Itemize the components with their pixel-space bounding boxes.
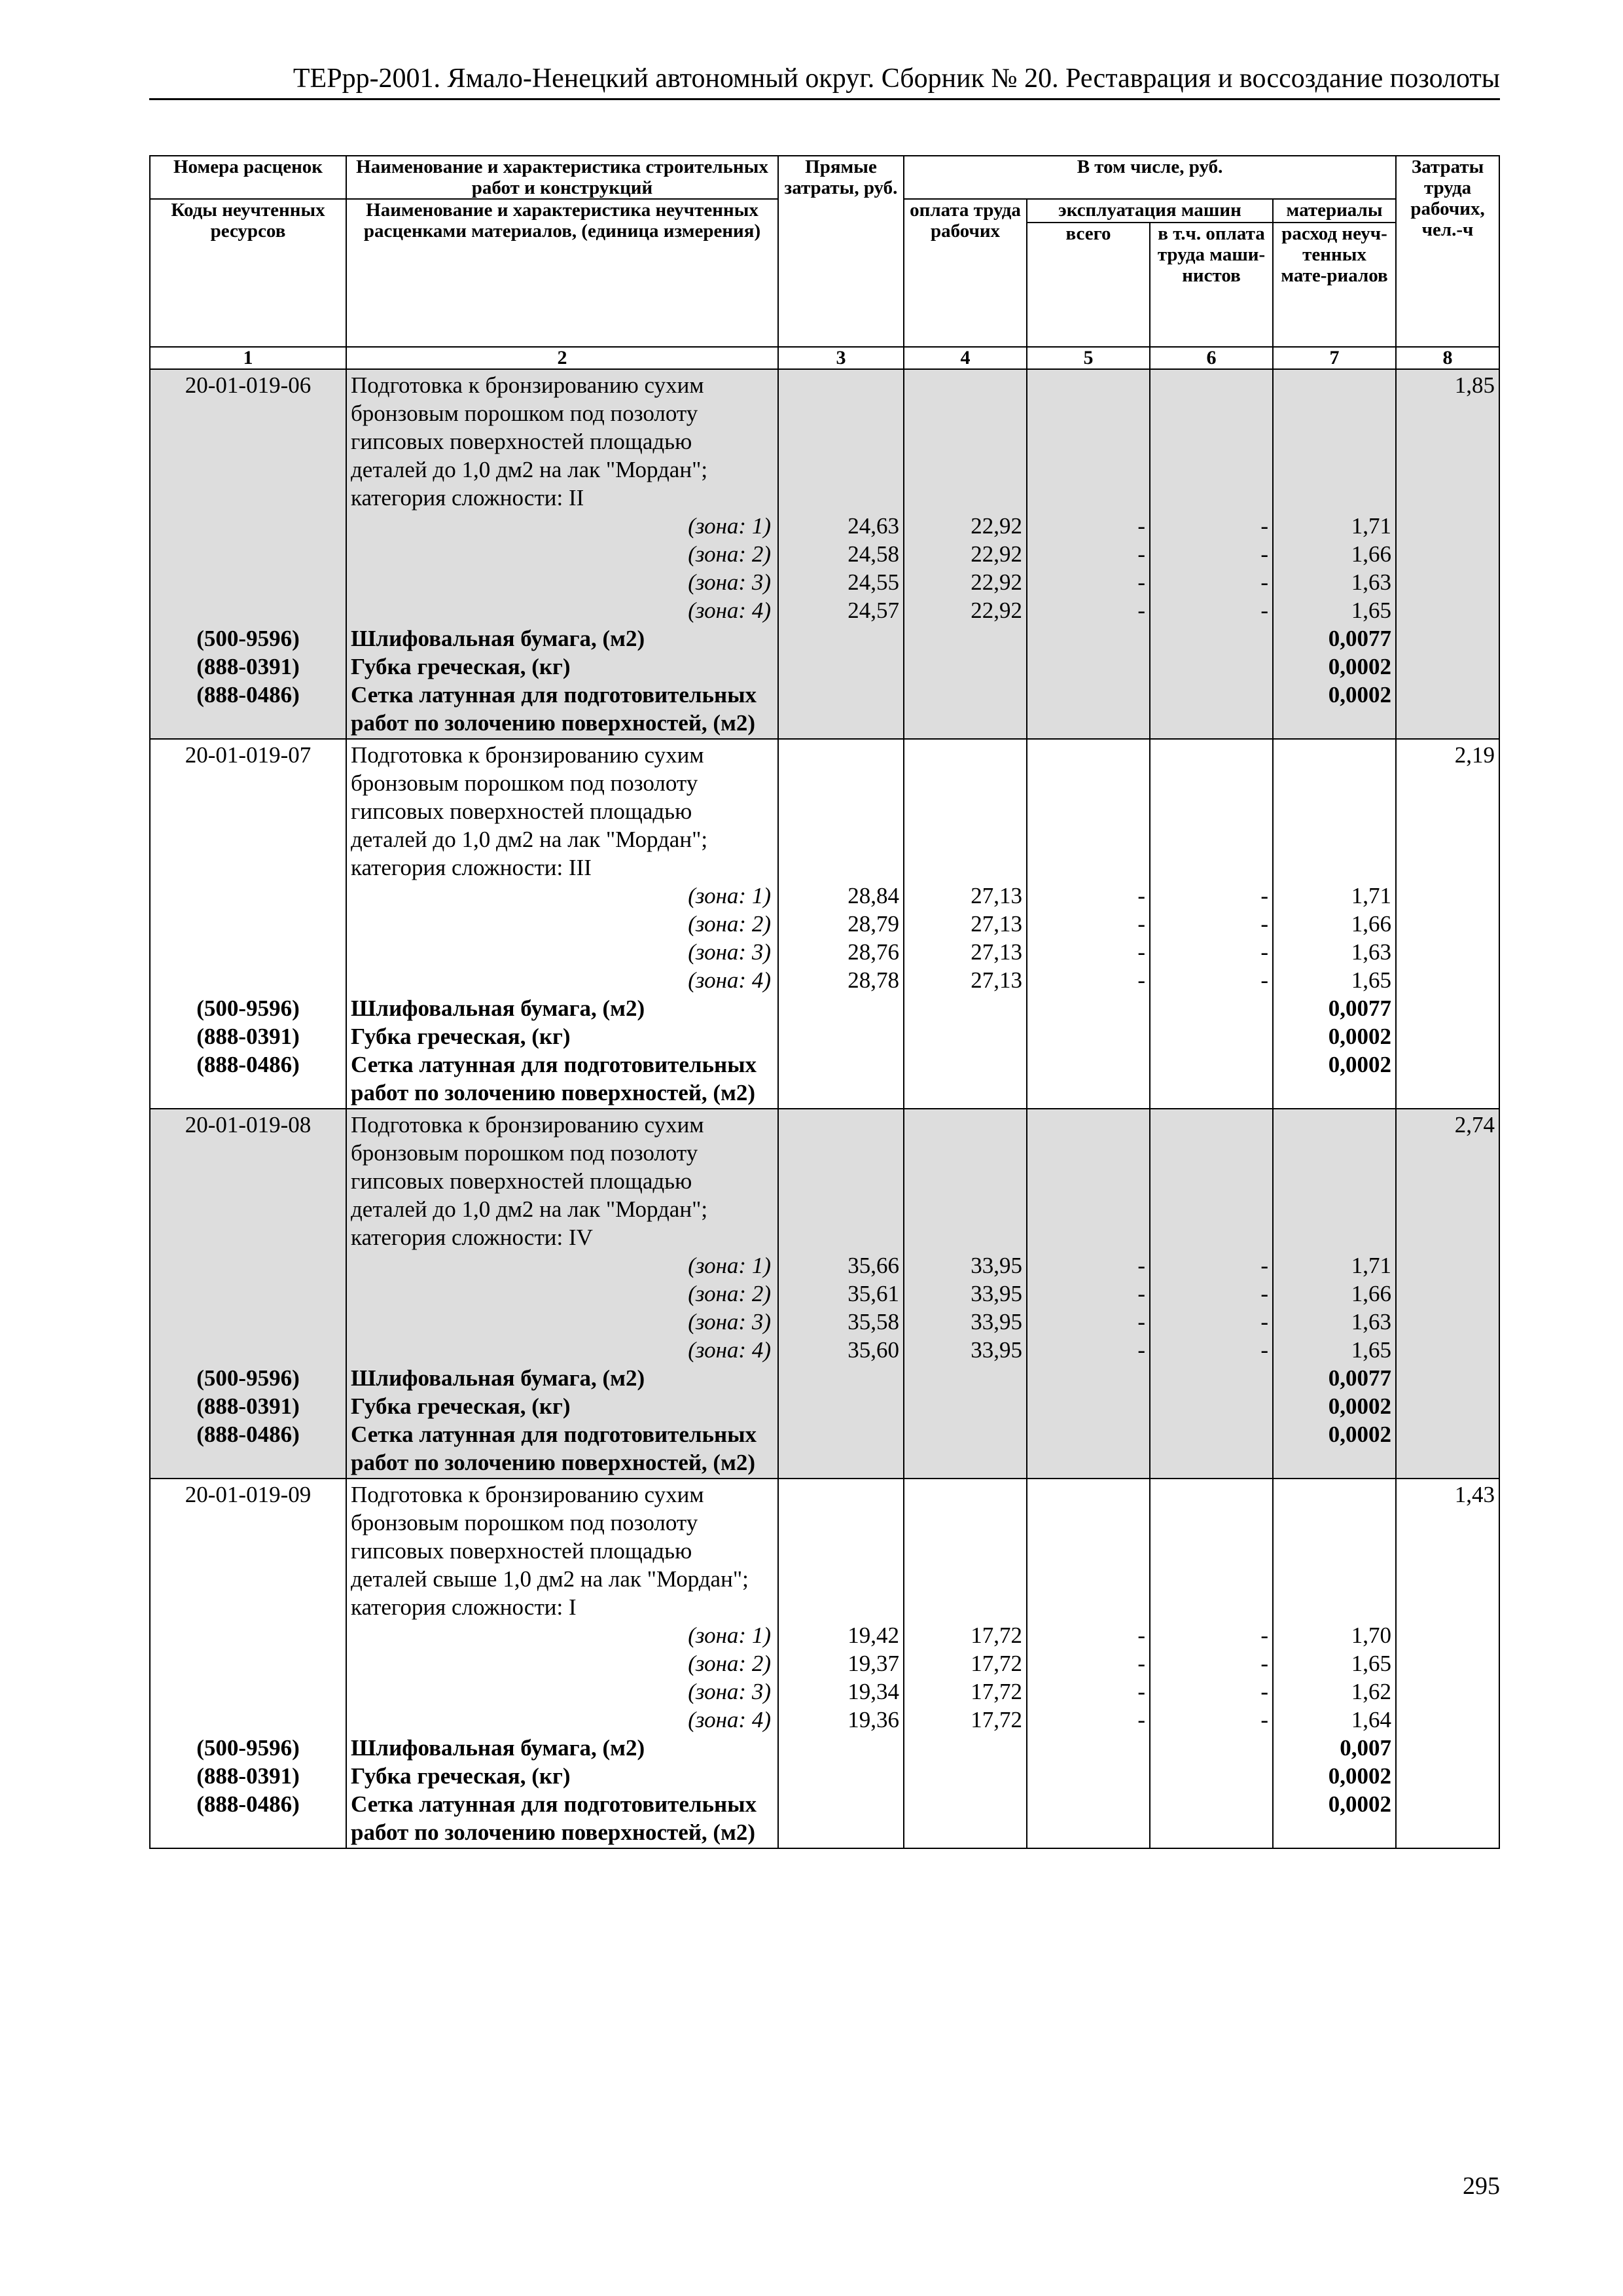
resource-code: (888-0391)	[196, 654, 300, 679]
rates-table	[149, 155, 1500, 1849]
resource-name: Шлифовальная бумага, (м2)	[351, 996, 645, 1021]
resource-consumption: 0,0002	[1328, 682, 1392, 708]
machinists-pay-value: -	[1260, 513, 1268, 539]
zone-label: (зона: 4)	[688, 598, 771, 623]
materials-value: 1,71	[1351, 883, 1392, 908]
resource-consumption: 0,0002	[1328, 1052, 1392, 1077]
rate-code: 20-01-019-06	[185, 372, 312, 398]
resource-code: (888-0486)	[196, 1791, 300, 1817]
labor-pay-cell	[904, 369, 1027, 739]
materials-value: 1,65	[1351, 1651, 1392, 1676]
zone-label: (зона: 1)	[688, 883, 771, 908]
header-rate-numbers: Номера расценок	[150, 156, 346, 199]
machines-total-value: -	[1137, 1253, 1145, 1278]
resource-name: Губка греческая, (кг)	[351, 1393, 571, 1419]
labor-pay-value: 17,72	[971, 1623, 1022, 1648]
column-number: 8	[1396, 347, 1499, 369]
materials-value: 1,65	[1351, 598, 1392, 623]
zone-label: (зона: 4)	[688, 1337, 771, 1363]
labor-cost-value: 1,85	[1396, 369, 1499, 739]
zone-label: (зона: 3)	[688, 569, 771, 595]
direct-cost-value: 35,60	[847, 1337, 899, 1363]
rate-item	[150, 369, 1499, 739]
machines-total-value: -	[1137, 1309, 1145, 1335]
page-header	[149, 56, 1500, 100]
resource-code: (888-0391)	[196, 1024, 300, 1049]
description-cell	[346, 1109, 778, 1479]
machinists-pay-value: -	[1260, 541, 1268, 567]
direct-cost-value: 35,66	[847, 1253, 899, 1278]
direct-cost-value: 19,42	[847, 1623, 899, 1648]
machinists-pay-value: -	[1260, 598, 1268, 623]
rate-item	[150, 1479, 1499, 1848]
page-title: ТЕРрр-2001. Ямало-Ненецкий автономный округ. Сборник № 20. Реставрация и воссоздание позолоты	[293, 63, 1500, 94]
labor-cost-value: 1,43	[1396, 1479, 1499, 1848]
resource-name: Сетка латунная для подготовительных работ по золочению поверхностей, (м2)	[351, 1791, 757, 1845]
zone-label: (зона: 4)	[688, 967, 771, 993]
rate-item	[150, 739, 1499, 1109]
machinists-pay-cell	[1150, 739, 1273, 1109]
zone-label: (зона: 4)	[688, 1707, 771, 1732]
resource-name: Шлифовальная бумага, (м2)	[351, 1365, 645, 1391]
header-machinists-pay: в т.ч. оплата труда маши-нистов	[1150, 223, 1273, 347]
materials-cell	[1273, 1479, 1396, 1848]
header-machines-total: всего	[1027, 223, 1150, 347]
materials-value: 1,66	[1351, 911, 1392, 937]
machinists-pay-value: -	[1260, 1309, 1268, 1335]
work-description: Подготовка к бронзированию сухим бронзовым порошком под позолоту гипсовых поверхностей площадью деталей до 1,0 дм2 на лак "Мордан"; категория сложности: III	[351, 742, 708, 880]
machinists-pay-value: -	[1260, 1623, 1268, 1648]
machines-total-value: -	[1137, 541, 1145, 567]
machinists-pay-value: -	[1260, 1281, 1268, 1306]
machinists-pay-value: -	[1260, 1707, 1268, 1732]
resource-code: (888-0391)	[196, 1763, 300, 1789]
zone-label: (зона: 1)	[688, 513, 771, 539]
direct-cost-value: 19,34	[847, 1679, 899, 1704]
materials-value: 1,62	[1351, 1679, 1392, 1704]
machinists-pay-value: -	[1260, 1651, 1268, 1676]
machinists-pay-value: -	[1260, 911, 1268, 937]
column-numbers-row	[150, 347, 1499, 369]
resource-code: (888-0486)	[196, 1422, 300, 1447]
resource-code: (888-0391)	[196, 1393, 300, 1419]
labor-pay-value: 27,13	[971, 883, 1022, 908]
labor-pay-cell	[904, 739, 1027, 1109]
machinists-pay-value: -	[1260, 1253, 1268, 1278]
resource-code: (888-0486)	[196, 682, 300, 708]
labor-pay-cell	[904, 1109, 1027, 1479]
column-number: 4	[904, 347, 1027, 369]
resource-consumption: 0,0002	[1328, 1763, 1392, 1789]
rate-code: 20-01-019-08	[185, 1112, 312, 1138]
column-number: 5	[1027, 347, 1150, 369]
resource-code: (500-9596)	[196, 996, 300, 1021]
materials-value: 1,65	[1351, 1337, 1392, 1363]
zone-label: (зона: 2)	[688, 541, 771, 567]
direct-cost-value: 35,58	[847, 1309, 899, 1335]
materials-value: 1,63	[1351, 569, 1392, 595]
direct-cost-value: 24,58	[847, 541, 899, 567]
machines-total-value: -	[1137, 1623, 1145, 1648]
labor-pay-value: 17,72	[971, 1679, 1022, 1704]
resource-code: (500-9596)	[196, 1365, 300, 1391]
rate-code-cell	[150, 1479, 346, 1848]
machines-total-value: -	[1137, 1679, 1145, 1704]
labor-pay-value: 17,72	[971, 1707, 1022, 1732]
materials-cell	[1273, 369, 1396, 739]
materials-value: 1,66	[1351, 541, 1392, 567]
labor-pay-value: 22,92	[971, 598, 1022, 623]
resource-consumption: 0,0002	[1328, 1393, 1392, 1419]
machinists-pay-value: -	[1260, 1337, 1268, 1363]
machines-total-value: -	[1137, 598, 1145, 623]
machines-total-value: -	[1137, 883, 1145, 908]
materials-value: 1,65	[1351, 967, 1392, 993]
header-material-name: Наименование и характеристика неучтенных расценками материалов, (единица измерения)	[346, 199, 778, 347]
labor-pay-value: 27,13	[971, 939, 1022, 965]
direct-cost-value: 19,37	[847, 1651, 899, 1676]
header-materials: материалы	[1273, 199, 1396, 223]
direct-cost-value: 28,79	[847, 911, 899, 937]
column-number: 6	[1150, 347, 1273, 369]
machines-total-value: -	[1137, 1651, 1145, 1676]
machines-total-cell	[1027, 369, 1150, 739]
materials-value: 1,64	[1351, 1707, 1392, 1732]
rate-code: 20-01-019-07	[185, 742, 312, 768]
labor-pay-value: 22,92	[971, 569, 1022, 595]
materials-cell	[1273, 739, 1396, 1109]
direct-costs-cell	[778, 1109, 904, 1479]
direct-cost-value: 28,76	[847, 939, 899, 965]
zone-label: (зона: 1)	[688, 1253, 771, 1278]
resource-name: Шлифовальная бумага, (м2)	[351, 1735, 645, 1761]
materials-value: 1,70	[1351, 1623, 1392, 1648]
direct-costs-cell	[778, 739, 904, 1109]
direct-cost-value: 28,78	[847, 967, 899, 993]
header-labor-pay: оплата труда рабочих	[904, 199, 1027, 347]
machinists-pay-value: -	[1260, 569, 1268, 595]
work-description: Подготовка к бронзированию сухим бронзовым порошком под позолоту гипсовых поверхностей площадью деталей до 1,0 дм2 на лак "Мордан"; категория сложности: II	[351, 372, 708, 511]
table-header	[150, 156, 1499, 369]
column-number: 2	[346, 347, 778, 369]
machines-total-value: -	[1137, 1337, 1145, 1363]
machinists-pay-cell	[1150, 369, 1273, 739]
description-cell	[346, 739, 778, 1109]
resource-consumption: 0,0002	[1328, 1024, 1392, 1049]
header-labor-cost: Затраты труда рабочих, чел.-ч	[1396, 156, 1499, 347]
materials-value: 1,71	[1351, 1253, 1392, 1278]
materials-value: 1,63	[1351, 1309, 1392, 1335]
resource-name: Сетка латунная для подготовительных работ по золочению поверхностей, (м2)	[351, 1422, 757, 1475]
machines-total-cell	[1027, 1109, 1150, 1479]
machines-total-value: -	[1137, 1281, 1145, 1306]
labor-pay-value: 33,95	[971, 1337, 1022, 1363]
description-cell	[346, 1479, 778, 1848]
direct-cost-value: 35,61	[847, 1281, 899, 1306]
page-number: 295	[1463, 2172, 1500, 2200]
labor-pay-value: 17,72	[971, 1651, 1022, 1676]
labor-pay-value: 22,92	[971, 541, 1022, 567]
work-description: Подготовка к бронзированию сухим бронзовым порошком под позолоту гипсовых поверхностей площадью деталей до 1,0 дм2 на лак "Мордан"; категория сложности: IV	[351, 1112, 708, 1250]
direct-cost-value: 24,55	[847, 569, 899, 595]
resource-code: (500-9596)	[196, 626, 300, 651]
resource-name: Губка греческая, (кг)	[351, 1024, 571, 1049]
resource-code: (500-9596)	[196, 1735, 300, 1761]
machines-total-value: -	[1137, 1707, 1145, 1732]
direct-cost-value: 24,57	[847, 598, 899, 623]
zone-label: (зона: 2)	[688, 911, 771, 937]
machinists-pay-value: -	[1260, 883, 1268, 908]
resource-consumption: 0,0002	[1328, 654, 1392, 679]
resource-consumption: 0,0002	[1328, 1791, 1392, 1817]
machinists-pay-value: -	[1260, 1679, 1268, 1704]
description-cell	[346, 369, 778, 739]
resource-consumption: 0,0077	[1328, 1365, 1392, 1391]
labor-pay-value: 27,13	[971, 967, 1022, 993]
resource-code: (888-0486)	[196, 1052, 300, 1077]
zone-label: (зона: 2)	[688, 1281, 771, 1306]
resource-name: Сетка латунная для подготовительных работ по золочению поверхностей, (м2)	[351, 682, 757, 736]
column-number: 1	[150, 347, 346, 369]
labor-cost-value: 2,74	[1396, 1109, 1499, 1479]
direct-cost-value: 28,84	[847, 883, 899, 908]
labor-pay-cell	[904, 1479, 1027, 1848]
rate-item	[150, 1109, 1499, 1479]
header-direct-costs: Прямые затраты, руб.	[778, 156, 904, 347]
rate-code: 20-01-019-09	[185, 1482, 312, 1507]
machines-total-value: -	[1137, 939, 1145, 965]
resource-consumption: 0,0077	[1328, 996, 1392, 1021]
labor-pay-value: 22,92	[971, 513, 1022, 539]
zone-label: (зона: 3)	[688, 1679, 771, 1704]
header-work-name: Наименование и характеристика строительных работ и конструкций	[346, 156, 778, 199]
resource-name: Губка греческая, (кг)	[351, 1763, 571, 1789]
direct-costs-cell	[778, 1479, 904, 1848]
machines-total-cell	[1027, 1479, 1150, 1848]
column-number: 7	[1273, 347, 1396, 369]
labor-pay-value: 33,95	[971, 1309, 1022, 1335]
rate-code-cell	[150, 739, 346, 1109]
machines-total-cell	[1027, 739, 1150, 1109]
machinists-pay-cell	[1150, 1109, 1273, 1479]
machines-total-value: -	[1137, 569, 1145, 595]
zone-label: (зона: 2)	[688, 1651, 771, 1676]
materials-value: 1,66	[1351, 1281, 1392, 1306]
labor-cost-value: 2,19	[1396, 739, 1499, 1109]
resource-consumption: 0,0077	[1328, 626, 1392, 651]
resource-name: Губка греческая, (кг)	[351, 654, 571, 679]
materials-value: 1,63	[1351, 939, 1392, 965]
labor-pay-value: 33,95	[971, 1281, 1022, 1306]
labor-pay-value: 33,95	[971, 1253, 1022, 1278]
machines-total-value: -	[1137, 967, 1145, 993]
direct-cost-value: 24,63	[847, 513, 899, 539]
machines-total-value: -	[1137, 513, 1145, 539]
machinists-pay-value: -	[1260, 939, 1268, 965]
resource-consumption: 0,0002	[1328, 1422, 1392, 1447]
zone-label: (зона: 1)	[688, 1623, 771, 1648]
machinists-pay-value: -	[1260, 967, 1268, 993]
resource-name: Сетка латунная для подготовительных работ по золочению поверхностей, (м2)	[351, 1052, 757, 1105]
machinists-pay-cell	[1150, 1479, 1273, 1848]
header-including: В том числе, руб.	[904, 156, 1396, 199]
direct-cost-value: 19,36	[847, 1707, 899, 1732]
zone-label: (зона: 3)	[688, 939, 771, 965]
resource-consumption: 0,007	[1340, 1735, 1392, 1761]
resource-name: Шлифовальная бумага, (м2)	[351, 626, 645, 651]
machines-total-value: -	[1137, 911, 1145, 937]
rate-code-cell	[150, 1109, 346, 1479]
column-number: 3	[778, 347, 904, 369]
header-machines: эксплуатация машин	[1027, 199, 1273, 223]
labor-pay-value: 27,13	[971, 911, 1022, 937]
header-resource-codes: Коды неучтенных ресурсов	[150, 199, 346, 347]
work-description: Подготовка к бронзированию сухим бронзовым порошком под позолоту гипсовых поверхностей площадью деталей свыше 1,0 дм2 на лак "Мордан"; категория сложности: I	[351, 1482, 749, 1620]
rate-code-cell	[150, 369, 346, 739]
materials-value: 1,71	[1351, 513, 1392, 539]
header-materials-consumption: расход неуч-тенных мате-риалов	[1273, 223, 1396, 347]
direct-costs-cell	[778, 369, 904, 739]
materials-cell	[1273, 1109, 1396, 1479]
zone-label: (зона: 3)	[688, 1309, 771, 1335]
